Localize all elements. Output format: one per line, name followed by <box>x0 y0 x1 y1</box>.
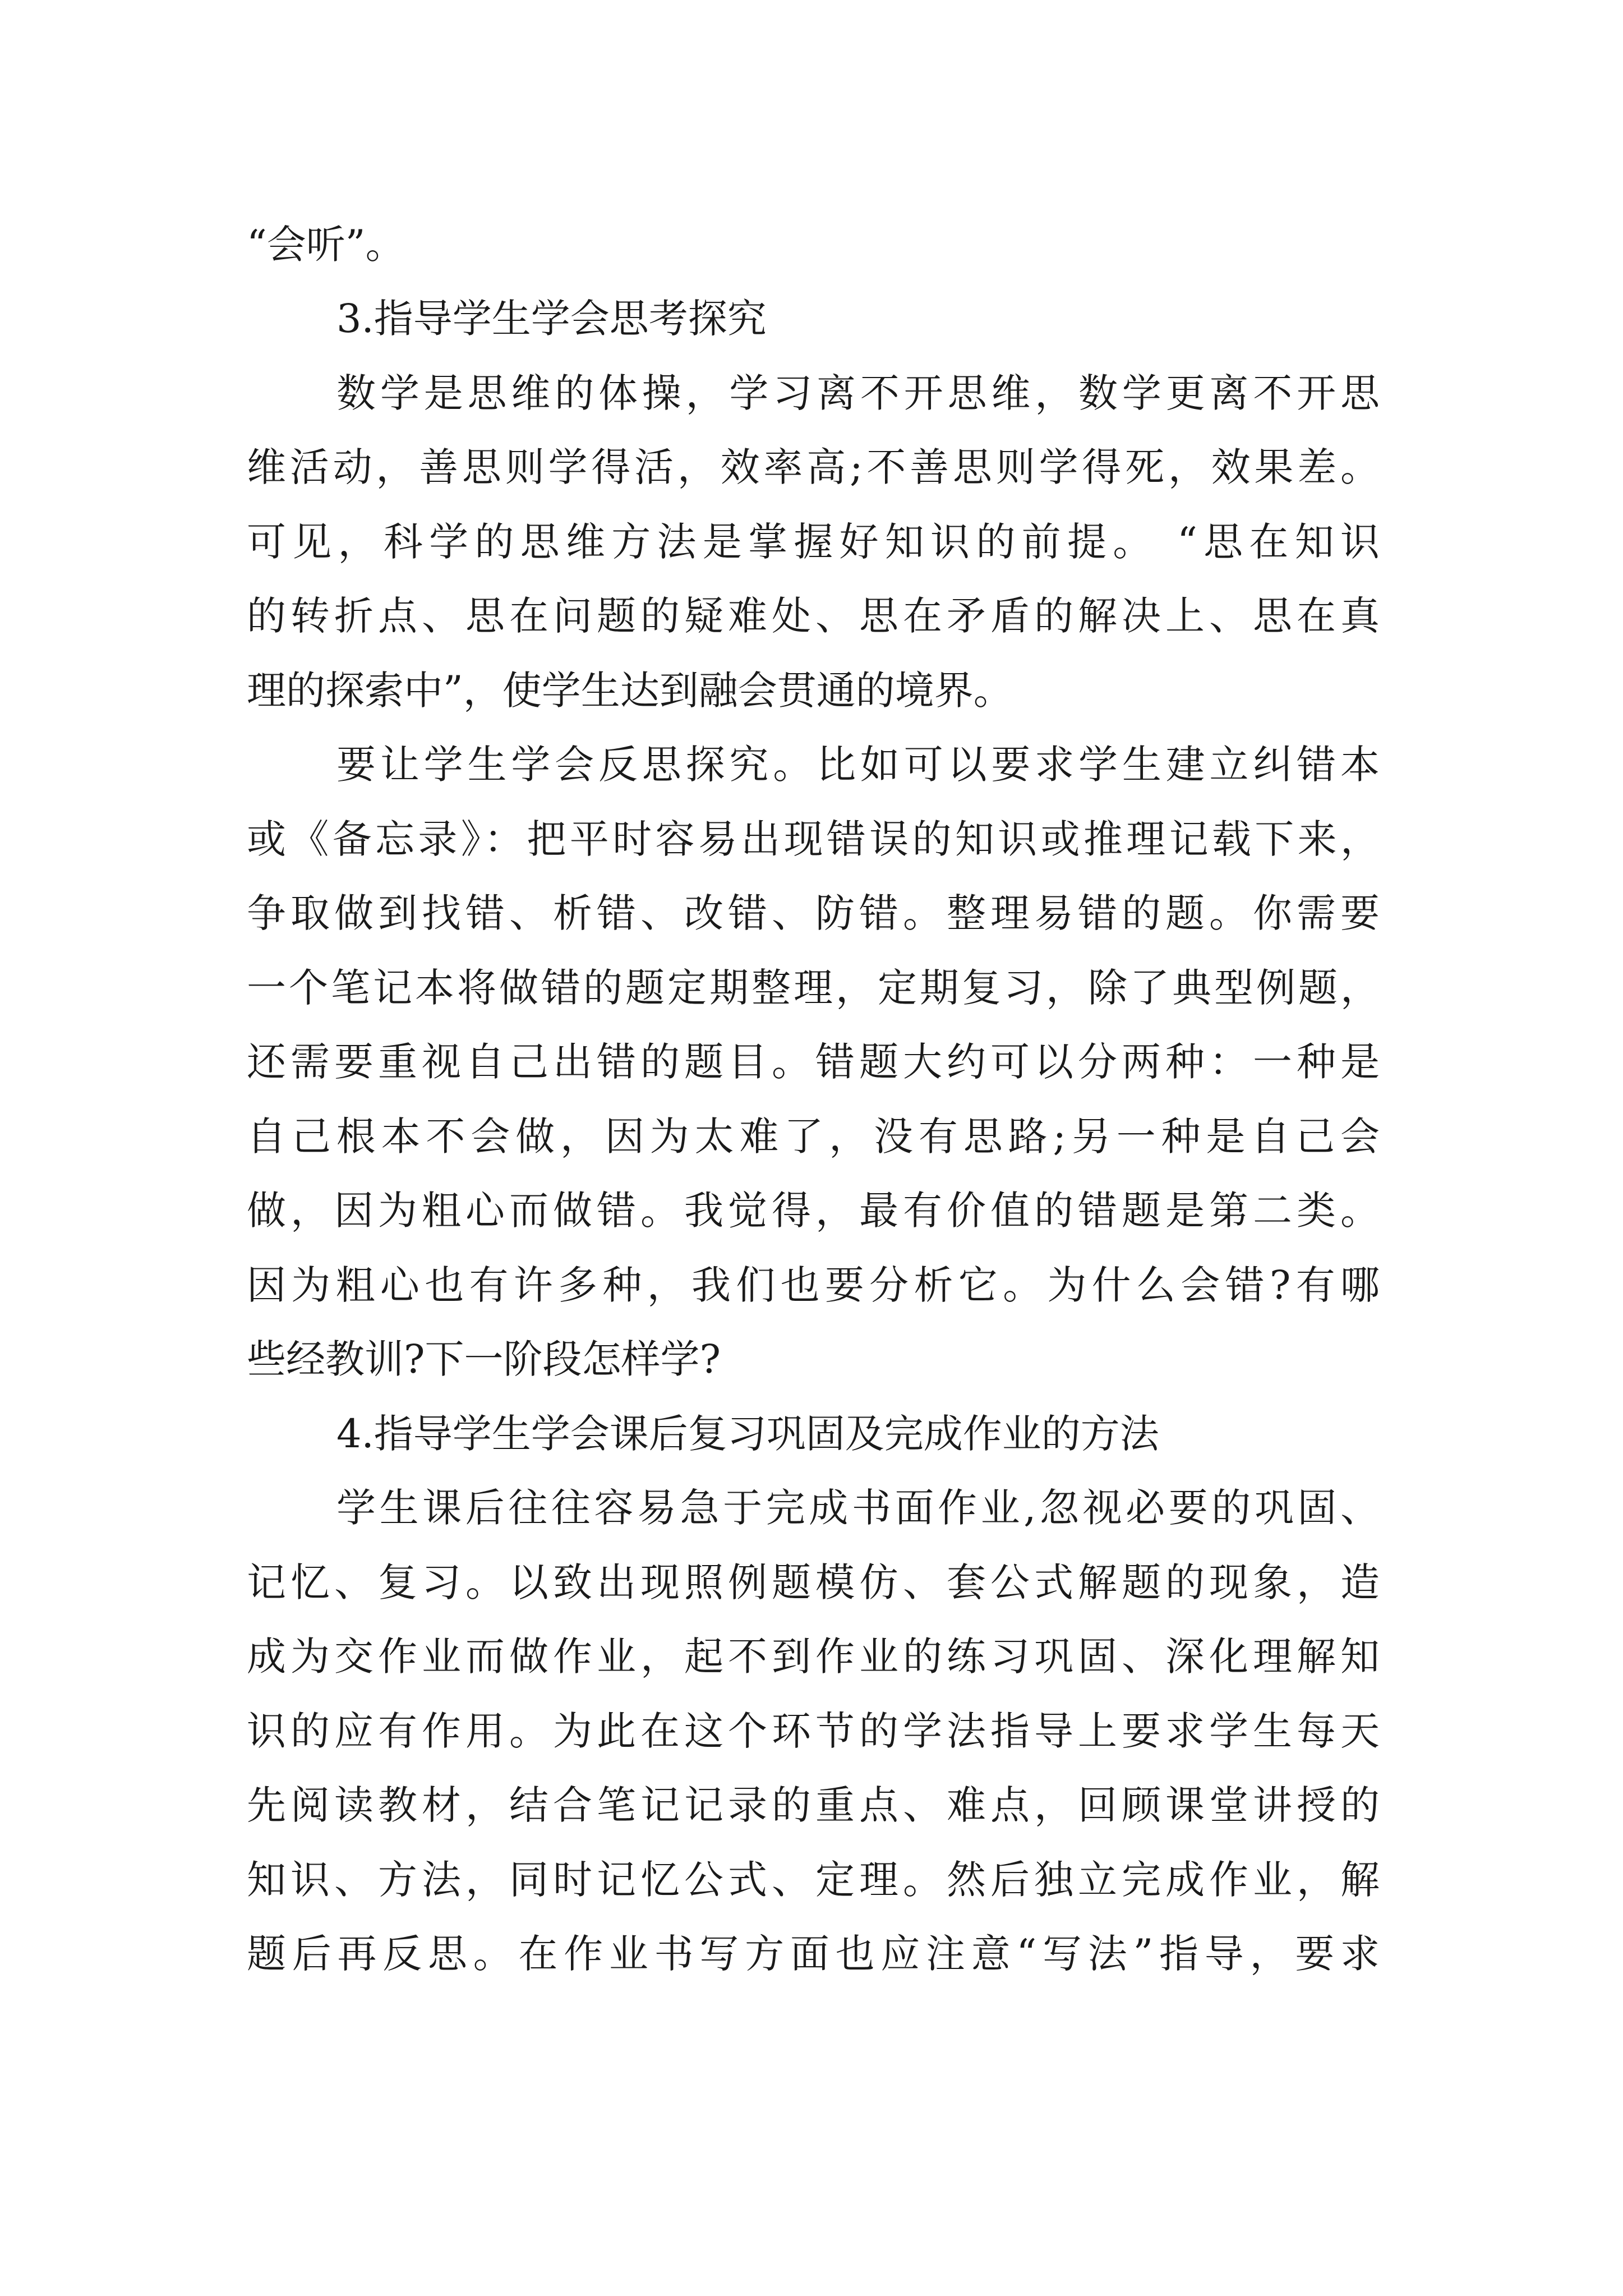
text-line: 或《备忘录》：把平时容易出现错误的知识或推理记载下来， <box>247 816 1380 862</box>
text-line: 维活动，善思则学得活，效率高;不善思则学得死，效果差。 <box>247 444 1380 490</box>
text-line: 做，因为粗心而做错。我觉得，最有价值的错题是第二类。 <box>247 1188 1380 1234</box>
text-line: 知识、方法，同时记忆公式、定理。然后独立完成作业，解 <box>247 1857 1380 1903</box>
text-line: 题后再反思。在作业书写方面也应注意“写法”指导，要求 <box>247 1931 1380 1977</box>
text-line: 可见，科学的思维方法是掌握好知识的前提。 “思在知识 <box>247 519 1380 565</box>
text-line: 一个笔记本将做错的题定期整理，定期复习，除了典型例题， <box>247 965 1380 1011</box>
text-line: 的转折点、思在问题的疑难处、思在矛盾的解决上、思在真 <box>247 593 1380 639</box>
text-line: 先阅读教材，结合笔记记录的重点、难点，回顾课堂讲授的 <box>247 1782 1380 1828</box>
text-line: 成为交作业而做作业，起不到作业的练习巩固、深化理解知 <box>247 1634 1380 1680</box>
text-line: 还需要重视自己出错的题目。错题大约可以分两种：一种是 <box>247 1039 1380 1085</box>
section-heading: 3.指导学生学会思考探究 <box>336 296 767 342</box>
text-line: 要让学生学会反思探究。比如可以要求学生建立纠错本 <box>336 742 1380 788</box>
text-line: 学生课后往往容易急于完成书面作业,忽视必要的巩固、 <box>336 1485 1380 1531</box>
text-line: 理的探索中”，使学生达到融会贯通的境界。 <box>247 668 1013 714</box>
text-line: 争取做到找错、析错、改错、防错。整理易错的题。你需要 <box>247 890 1380 936</box>
text-line: 记忆、复习。以致出现照例题模仿、套公式解题的现象，造 <box>247 1559 1380 1605</box>
text-line: 识的应有作用。为此在这个环节的学法指导上要求学生每天 <box>247 1708 1380 1754</box>
text-line: 因为粗心也有许多种，我们也要分析它。为什么会错?有哪 <box>247 1262 1380 1308</box>
text-line: 数学是思维的体操，学习离不开思维，数学更离不开思 <box>336 370 1380 416</box>
section-heading: 4.指导学生学会课后复习巩固及完成作业的方法 <box>336 1411 1159 1457</box>
text-line: “会听”。 <box>247 222 405 268</box>
text-line: 自己根本不会做，因为太难了，没有思路;另一种是自己会 <box>247 1114 1380 1159</box>
text-line: 些经教训?下一阶段怎样学? <box>247 1336 721 1382</box>
